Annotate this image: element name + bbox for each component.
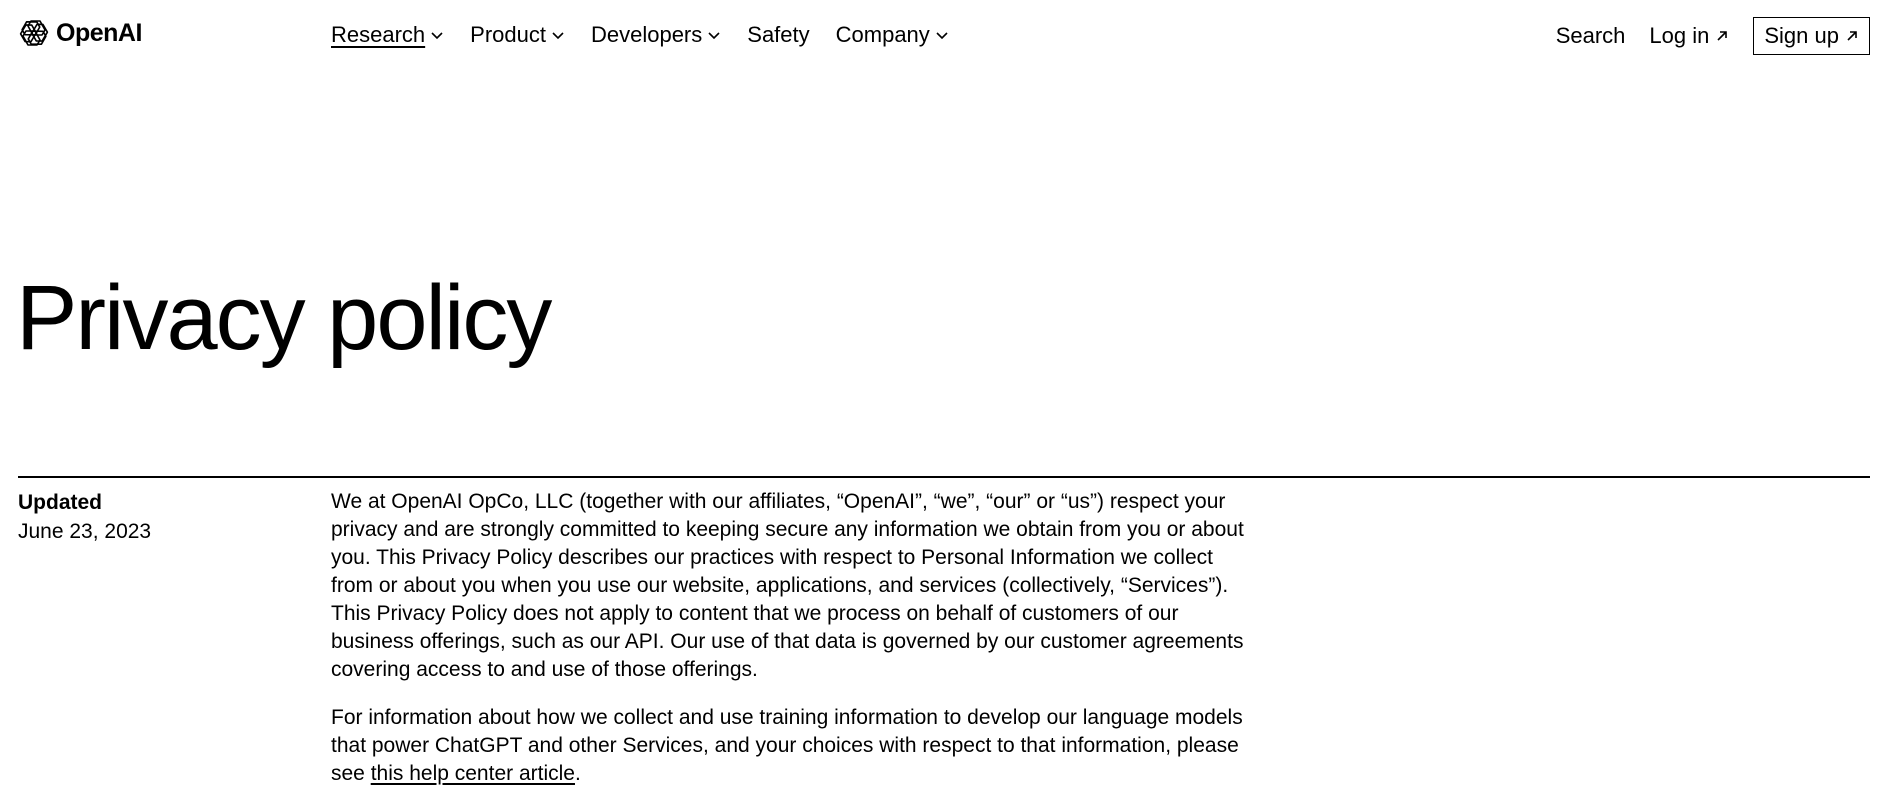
arrow-up-right-icon <box>1845 29 1859 43</box>
nav-item-label: Product <box>470 22 546 47</box>
policy-content <box>331 488 1251 804</box>
openai-logo-link[interactable] <box>18 16 142 50</box>
chevron-down-icon <box>551 28 565 42</box>
login-link[interactable] <box>1649 23 1729 49</box>
nav-item-research[interactable] <box>331 22 444 48</box>
nav-item-safety[interactable] <box>747 22 809 48</box>
section-divider <box>18 476 1870 478</box>
page-title: Privacy policy <box>16 267 551 369</box>
openai-logo-icon <box>18 16 50 50</box>
signup-button[interactable] <box>1753 17 1870 55</box>
paragraph-end: . <box>574 762 581 785</box>
policy-paragraph: We at OpenAI OpCo, LLC (together with our affiliates, “OpenAI”, “we”, “our” or “us”) respect your privacy and are strongly committed to keeping secure any information we obtain from you or about you. This Privacy Policy describes our practices with respect to Personal Information we collect from or about you when you use our website, applications, and services (collectively, “Services”). This Privacy Policy does not apply to content that we process on behalf of customers of our business offerings, such as our API. Our use of that data is governed by our customer agreements covering access to and use of those offerings. <box>331 490 1244 681</box>
site-header <box>0 0 1886 70</box>
chevron-down-icon <box>935 28 949 42</box>
updated-block <box>18 488 151 546</box>
paragraph-text: For information about how we collect and use training information to develop our language models that power ChatGPT and other Services, and your choices with respect to that information, please see <box>331 706 1243 785</box>
nav-item-label: Company <box>835 22 930 47</box>
nav-item-developers[interactable] <box>591 22 721 48</box>
policy-paragraph <box>331 704 1251 788</box>
help-center-article-link[interactable]: this help center article <box>370 762 575 785</box>
updated-label: Updated <box>18 491 102 514</box>
updated-date: June 23, 2023 <box>18 520 152 543</box>
search-button[interactable]: Search <box>1555 23 1626 48</box>
nav-item-label: Developers <box>590 22 703 47</box>
chevron-down-icon <box>707 28 721 42</box>
signup-label: Sign up <box>1764 23 1839 48</box>
login-label: Log in <box>1649 23 1710 48</box>
nav-item-label: Safety <box>747 22 810 47</box>
main-nav <box>331 20 975 50</box>
nav-item-product[interactable] <box>470 22 565 48</box>
header-actions <box>1532 17 1870 55</box>
chevron-down-icon <box>430 28 444 42</box>
nav-item-label: Research <box>331 22 426 47</box>
logo-text: OpenAI <box>56 18 142 47</box>
nav-item-company[interactable] <box>836 22 949 48</box>
arrow-up-right-icon <box>1715 29 1729 43</box>
